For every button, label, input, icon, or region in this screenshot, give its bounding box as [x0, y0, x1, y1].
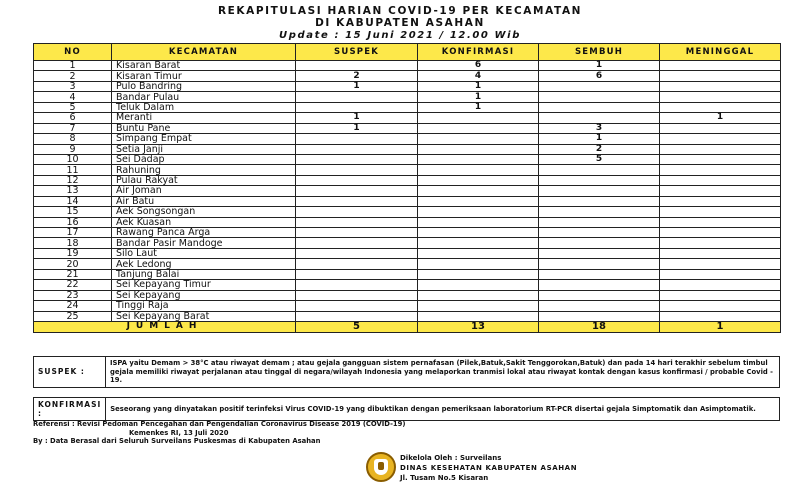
row-suspek [296, 290, 418, 300]
row-konfirmasi [418, 280, 539, 290]
row-sembuh: 3 [539, 123, 660, 133]
row-konfirmasi [418, 134, 539, 144]
row-sembuh [539, 259, 660, 269]
row-meninggal [660, 92, 781, 102]
row-suspek [296, 259, 418, 269]
row-no: 23 [34, 290, 112, 300]
row-konfirmasi [418, 123, 539, 133]
row-meninggal [660, 175, 781, 185]
row-kecamatan: Meranti [112, 113, 296, 123]
agency-name: DINAS KESEHATAN KABUPATEN ASAHAN [400, 464, 578, 472]
row-meninggal [660, 269, 781, 279]
row-no: 7 [34, 123, 112, 133]
table-row [34, 154, 781, 164]
row-no: 9 [34, 144, 112, 154]
row-suspek [296, 280, 418, 290]
table-row [34, 269, 781, 279]
row-no: 1 [34, 61, 112, 71]
row-suspek [296, 269, 418, 279]
row-kecamatan: Sei Kepayang Timur [112, 280, 296, 290]
row-konfirmasi [418, 269, 539, 279]
reference-line-1: Referensi : Revisi Pedoman Pencegahan dan Pengendalian Coronavirus Disease 2019 (COVID-19) [33, 420, 406, 428]
row-konfirmasi [418, 165, 539, 175]
row-no: 18 [34, 238, 112, 248]
row-suspek [296, 144, 418, 154]
agency-address: Jl. Tusam No.5 Kisaran [400, 474, 489, 482]
row-meninggal [660, 71, 781, 81]
update-timestamp: Update : 15 Juni 2021 / 12.00 Wib [279, 30, 521, 41]
row-no: 13 [34, 186, 112, 196]
row-suspek [296, 228, 418, 238]
row-kecamatan: Air Batu [112, 196, 296, 206]
row-kecamatan: Pulau Rakyat [112, 175, 296, 185]
row-sembuh [539, 92, 660, 102]
row-konfirmasi: 1 [418, 102, 539, 112]
table-row [34, 311, 781, 321]
total-sembuh: 18 [539, 321, 660, 332]
konfirmasi-definition-label: KONFIRMASI : [34, 398, 106, 421]
row-no: 22 [34, 280, 112, 290]
row-meninggal [660, 61, 781, 71]
row-sembuh [539, 311, 660, 321]
row-konfirmasi [418, 175, 539, 185]
reference-note [33, 420, 773, 438]
row-meninggal [660, 154, 781, 164]
row-no: 11 [34, 165, 112, 175]
row-suspek: 1 [296, 123, 418, 133]
row-sembuh [539, 186, 660, 196]
konfirmasi-definition-text: Seseorang yang dinyatakan positif terinfeksi Virus COVID-19 yang dibuktikan dengan pemeriksaan laboratorium RT-PCR disertai gejala Simptomatik dan Asimptomatik. [106, 398, 780, 421]
row-suspek [296, 61, 418, 71]
row-meninggal [660, 280, 781, 290]
table-row [34, 280, 781, 290]
row-konfirmasi: 1 [418, 81, 539, 91]
row-suspek [296, 217, 418, 227]
row-sembuh [539, 228, 660, 238]
row-no: 3 [34, 81, 112, 91]
column-header-no: NO [34, 44, 112, 61]
row-no: 15 [34, 207, 112, 217]
column-header-kecamatan: KECAMATAN [112, 44, 296, 61]
managed-by-text: Dikelola Oleh : Surveilans [400, 454, 502, 462]
table-row [34, 175, 781, 185]
row-suspek: 1 [296, 113, 418, 123]
row-meninggal [660, 186, 781, 196]
row-sembuh [539, 280, 660, 290]
row-sembuh: 5 [539, 154, 660, 164]
konfirmasi-definition [33, 397, 780, 421]
row-suspek: 2 [296, 71, 418, 81]
row-sembuh [539, 207, 660, 217]
row-konfirmasi [418, 144, 539, 154]
row-no: 16 [34, 217, 112, 227]
row-sembuh [539, 165, 660, 175]
row-suspek [296, 154, 418, 164]
row-sembuh [539, 113, 660, 123]
row-no: 21 [34, 269, 112, 279]
row-sembuh: 6 [539, 71, 660, 81]
row-suspek [296, 238, 418, 248]
row-kecamatan: Teluk Dalam [112, 102, 296, 112]
table-row [34, 165, 781, 175]
row-kecamatan: Kisaran Barat [112, 61, 296, 71]
row-sembuh [539, 238, 660, 248]
footer-credit [366, 452, 666, 488]
row-meninggal [660, 217, 781, 227]
row-konfirmasi [418, 238, 539, 248]
row-konfirmasi: 4 [418, 71, 539, 81]
row-meninggal [660, 207, 781, 217]
row-konfirmasi [418, 248, 539, 258]
row-kecamatan: Aek Songsongan [112, 207, 296, 217]
total-konfirmasi: 13 [418, 321, 539, 332]
row-kecamatan: Sei Kepayang [112, 290, 296, 300]
table-row [34, 228, 781, 238]
table-row [34, 207, 781, 217]
row-sembuh [539, 217, 660, 227]
row-konfirmasi [418, 207, 539, 217]
table-row [34, 301, 781, 311]
row-suspek [296, 186, 418, 196]
kabupaten-asahan-emblem-icon [366, 452, 396, 482]
table-row [34, 61, 781, 71]
row-konfirmasi [418, 186, 539, 196]
table-row [34, 144, 781, 154]
row-meninggal [660, 290, 781, 300]
row-konfirmasi: 6 [418, 61, 539, 71]
row-meninggal [660, 165, 781, 175]
table-row [34, 259, 781, 269]
covid-recap-table [33, 43, 781, 333]
row-konfirmasi [418, 228, 539, 238]
table-row [34, 196, 781, 206]
row-suspek [296, 196, 418, 206]
row-kecamatan: Buntu Pane [112, 123, 296, 133]
table-row [34, 290, 781, 300]
row-meninggal [660, 259, 781, 269]
row-no: 20 [34, 259, 112, 269]
row-no: 10 [34, 154, 112, 164]
reference-line-2: Kemenkes RI, 13 Juli 2020 [129, 429, 229, 437]
row-sembuh [539, 102, 660, 112]
row-suspek [296, 92, 418, 102]
row-sembuh [539, 81, 660, 91]
table-row [34, 217, 781, 227]
row-kecamatan: Silo Laut [112, 248, 296, 258]
report-title: REKAPITULASI HARIAN COVID-19 PER KECAMATAN [217, 5, 583, 17]
row-konfirmasi [418, 311, 539, 321]
row-kecamatan: Setia Janji [112, 144, 296, 154]
row-suspek [296, 175, 418, 185]
row-no: 25 [34, 311, 112, 321]
table-row [34, 102, 781, 112]
row-meninggal [660, 238, 781, 248]
row-kecamatan: Rahuning [112, 165, 296, 175]
report-subtitle: DI KABUPATEN ASAHAN [315, 17, 485, 29]
table-row [34, 81, 781, 91]
row-kecamatan: Simpang Empat [112, 134, 296, 144]
row-no: 24 [34, 301, 112, 311]
table-row [34, 238, 781, 248]
row-sembuh [539, 248, 660, 258]
row-kecamatan: Pulo Bandring [112, 81, 296, 91]
row-kecamatan: Bandar Pasir Mandoge [112, 238, 296, 248]
row-kecamatan: Aek Kuasan [112, 217, 296, 227]
column-header-sembuh: SEMBUH [539, 44, 660, 61]
row-konfirmasi [418, 301, 539, 311]
row-meninggal [660, 228, 781, 238]
row-meninggal [660, 248, 781, 258]
row-sembuh [539, 301, 660, 311]
total-meninggal: 1 [660, 321, 781, 332]
row-kecamatan: Tinggi Raja [112, 301, 296, 311]
table-row [34, 248, 781, 258]
row-meninggal: 1 [660, 113, 781, 123]
row-suspek [296, 311, 418, 321]
suspek-definition [33, 356, 780, 388]
row-suspek [296, 102, 418, 112]
row-no: 8 [34, 134, 112, 144]
table-row [34, 134, 781, 144]
row-no: 19 [34, 248, 112, 258]
row-meninggal [660, 196, 781, 206]
row-konfirmasi [418, 290, 539, 300]
row-suspek: 1 [296, 81, 418, 91]
row-meninggal [660, 102, 781, 112]
row-no: 5 [34, 102, 112, 112]
row-meninggal [660, 144, 781, 154]
table-row [34, 123, 781, 133]
row-meninggal [660, 123, 781, 133]
row-konfirmasi [418, 113, 539, 123]
row-kecamatan: Sei Kepayang Barat [112, 311, 296, 321]
row-kecamatan: Rawang Panca Arga [112, 228, 296, 238]
row-sembuh [539, 175, 660, 185]
row-kecamatan: Bandar Pulau [112, 92, 296, 102]
row-meninggal [660, 134, 781, 144]
row-konfirmasi [418, 217, 539, 227]
row-sembuh: 1 [539, 61, 660, 71]
row-suspek [296, 165, 418, 175]
row-sembuh [539, 269, 660, 279]
row-suspek [296, 301, 418, 311]
row-kecamatan: Kisaran Timur [112, 71, 296, 81]
row-meninggal [660, 311, 781, 321]
row-sembuh [539, 290, 660, 300]
row-kecamatan: Aek Ledong [112, 259, 296, 269]
row-no: 14 [34, 196, 112, 206]
row-konfirmasi [418, 259, 539, 269]
column-header-meninggal: MENINGGAL [660, 44, 781, 61]
row-konfirmasi [418, 154, 539, 164]
table-row [34, 186, 781, 196]
table-header-row [34, 44, 781, 61]
table-row [34, 71, 781, 81]
row-suspek [296, 134, 418, 144]
row-konfirmasi: 1 [418, 92, 539, 102]
row-kecamatan: Tanjung Balai [112, 269, 296, 279]
data-source-note: By : Data Berasal dari Seluruh Surveilans Puskesmas di Kabupaten Asahan [33, 437, 321, 445]
row-suspek [296, 207, 418, 217]
column-header-suspek: SUSPEK [296, 44, 418, 61]
row-suspek [296, 248, 418, 258]
row-no: 2 [34, 71, 112, 81]
column-header-konfirmasi: KONFIRMASI [418, 44, 539, 61]
row-no: 6 [34, 113, 112, 123]
suspek-definition-text: ISPA yaitu Demam > 38°C atau riwayat demam ; atau gejala gangguan sistem pernafasan (Pilek,Batuk,Sakit Tenggorokan,Batuk) dan pada 14 hari terakhir sebelum timbul gejala memiliki riwayat perjalanan atau tinggal di negara/wilayah Indonesia yang melaporkan tranmisi lokal atau riwayat kontak dengan kasus konfirmasi / probable Covid - 19. [106, 357, 780, 388]
row-sembuh: 2 [539, 144, 660, 154]
row-sembuh: 1 [539, 134, 660, 144]
row-no: 17 [34, 228, 112, 238]
row-kecamatan: Air Joman [112, 186, 296, 196]
total-suspek: 5 [296, 321, 418, 332]
table-row [34, 92, 781, 102]
row-meninggal [660, 81, 781, 91]
row-sembuh [539, 196, 660, 206]
row-kecamatan: Sei Dadap [112, 154, 296, 164]
suspek-definition-label: SUSPEK : [34, 357, 106, 388]
table-row [34, 113, 781, 123]
row-meninggal [660, 301, 781, 311]
total-row [34, 321, 781, 332]
row-konfirmasi [418, 196, 539, 206]
total-label: JUMLAH [34, 321, 296, 332]
row-no: 12 [34, 175, 112, 185]
row-no: 4 [34, 92, 112, 102]
